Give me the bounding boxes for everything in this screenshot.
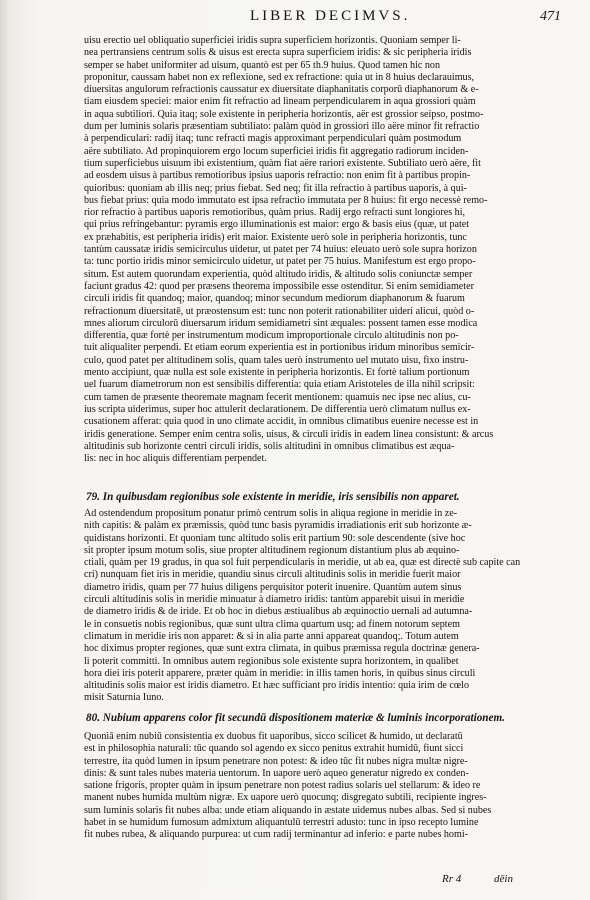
text-line: li poterit committi. In omnibus autem regionibus sole existente supra horizontem, in qualibet [84, 655, 459, 667]
text-line: semper se habet uniformiter ad uisum, quantò est per 65 th.9 huius. Quod tamen hic non [84, 59, 441, 71]
text-line: ctiali, quàm per 19 gradus, in qua sol fuit perpendicularis in meridie, ut ab ea, quæ est directè sub capite can [84, 557, 520, 569]
text-line: hora diei iris poterit apparere, præter quàm in meridie: in illis tamen horis, in quibus sinus circuli [84, 667, 476, 679]
text-line: altitudinis solis maior est iridis diametro. Et hæc sufficiant pro iridis intentio: quia irim de cœlo [84, 680, 470, 692]
text-line: diametro iridis, quam per 77 huius diligens perquisitor poterit inuenire. Quantùm autem sinus [84, 581, 462, 593]
text-line: circuli iridis fit quandoq; maior, quandoq; minor secundum mediorum diaphanorum & fuarum [84, 293, 465, 305]
text-line: Ad ostendendum propositum ponatur primò centrum solis in aliqua regione in meridie in ze- [84, 508, 458, 519]
text-line: cum tamen de præsente theoremate magnam fecerit mentionem: quamuis nec ipse nec alius, cu- [84, 391, 471, 403]
text-line: uel fuarum diametrorum non est sensibilis differentia: quia etiam Aristoteles de illa nihil scripsit: [84, 379, 475, 391]
signature-mark: Rr 4 [442, 873, 462, 885]
text-line: climatum in meridie iris non apparet: & si in alia parte anni appareat quandoq;. Totum autem [84, 630, 459, 642]
text-line: tium superficiebus uisuum ibi existentium, quàm fiat aëre rariori existente. Subtiliato uerò aëre, fit [84, 157, 481, 169]
text-line: culo, quod patet per altitudinem solis, quam tales uerò instrumento uel mutato uisu, fixo instru- [84, 354, 469, 366]
text-line: lis: nec in hoc aliquis differentiam perpendet. [84, 453, 267, 465]
text-block-continuation [84, 35, 520, 465]
text-line: à perpendiculari: radij itaq; tunc refracti magis approximant perpendiculari quàm postmodum [84, 133, 462, 145]
text-line: dum per luminis solaris præsentiam subtiliato: palàm quòd in grossiori illo aëre minor fit refractio [84, 121, 480, 133]
proposition-79-heading: 79. In quibusdam regionibus sole existente in meridie, iris sensibilis non apparet. [86, 491, 460, 503]
text-line: cri) nunquam fiet iris in meridie, quandiu sinus circuli altitudinis solis in meridie fuerit maior [84, 569, 461, 581]
text-line: quioribus: quoniam ab illis neq; prius fiebat. Sed neq; fit illa refractio à partibus uaporis, à qui- [84, 182, 467, 194]
text-line: tantùm caussatæ iridis semicirculus uidetur, ut patet per 74 huius: eleuato uerò sole supra horizon [84, 244, 477, 256]
text-block-proposition-79 [84, 508, 520, 705]
text-line: differentia, quæ fortè per instrumentum modicum improportionale circulo altitudinis non po- [84, 330, 459, 342]
text-line: hoc diximus propter regiones, quæ sunt extra climata, in quibus præmissa regula doctrinæ genera- [84, 643, 480, 655]
text-line: ta: tunc portio iridis minor semicirculo uidetur, ut patet per 75 huius. Manifestum est ergo propo- [84, 256, 476, 268]
text-line: dinis: & sunt tales nubes materia uentorum. In uapore uerò aqueo generatur nigredo ex conden- [84, 767, 469, 779]
text-line: Quoniā enim nubiū consistentia ex duobus fit uaporibus, sicco scilicet & humido, ut declaratū [84, 731, 463, 742]
text-line: aëre subtiliato. Ad propinquiorem ergo locum superficiei iridis fit aggregatio radiorum inciden- [84, 145, 469, 157]
text-line: situm. Est autem quorundam experientia, quòd altitudo iridis, & altitudo solis coniunctæ semper [84, 268, 473, 280]
text-line: fit nubes rubea, & aliquando purpurea: ut cum radij terminantur ad inferio: e parte nubes homi- [84, 829, 469, 841]
text-line: est in philosophia naturali: tūc quando sol agendo ex sicco penitus extrahit humidū, fiunt sicci [84, 743, 464, 755]
text-line: refractionum diuersitatē, ut præostensum est: tunc non poterit rationabiliter uideri alicui, quòd o- [84, 305, 475, 317]
running-title: LIBER DECIMVS. [250, 8, 411, 24]
text-line: le in consuetis nobis regionibus, quæ sunt ultra clima quartum usq; ad finem notorum septem [84, 618, 460, 630]
text-line: rior refractio à partibus uaporis remotioribus, quàm prius. Radij ergo refracti sunt longiores hi, [84, 207, 466, 219]
text-line: habet in se humidum fumosum admixtum aliquantulū terrestri adusto: tunc in ipso recepto lumine [84, 817, 479, 829]
text-line: nith capitis: & palàm ex præmissis, quòd tunc basis pyramidis irradiationis erit sub horizonte æ- [84, 520, 472, 532]
text-line: proponitur, caussam habet non ex reflexione, sed ex refractione: quia ut in 8 huius declarauimus, [84, 71, 475, 83]
text-line: de diametro iridis & de iride. Et ob hoc in diebus æstiualibus ab æquinoctio uernali ad autumna- [84, 606, 473, 618]
text-line: faciunt gradus 42: quod per præsens theorema impossibile esse ostenditur. Si enim semidiameter [84, 280, 474, 292]
text-line: misit Saturnia Iuno. [84, 692, 164, 704]
text-line: ius scripta uiderimus, super hoc attulerit declarationem. De differentia uerò climatum nullus ex- [84, 403, 471, 415]
text-line: satione frigoris, propter quàm in ipsum penetrare non potest radius solaris uel stellarum: & ideo re [84, 780, 481, 792]
text-line: sum luminis solaris fit nubes alba: unde etiam aliquando in æstate uidemus nubes albas. Sed si nubes [84, 804, 492, 816]
text-line: mnes aliorum circulorū diuersarum iridum semidiametri sint æquales: possent tamen esse modica [84, 317, 478, 329]
catchword: dēin [494, 873, 513, 885]
text-line: cusationem afferat: quia quod in uno climate accidit, in omnibus climatibus euenire necesse est in [84, 416, 479, 428]
page-number: 471 [540, 9, 561, 24]
text-line: ex præhabitis, est peripheria iridis) erit maior. Existente uerò sole in peripheria horizontis, tunc [84, 231, 467, 243]
text-line: manent nubes humida multùm nigræ. Ex uapore uerò quocunq; disgregato subtili, recipiente ingres- [84, 792, 487, 804]
text-line: ad eosdem uisus à partibus remotioribus ipsius uaporis refractio: non enim fit à partibus propin- [84, 170, 471, 182]
text-line: mento accipiunt, quæ nulla est sole existente in peripheria horizontis. Et fortè talium portionum [84, 367, 470, 379]
text-line: qui prius refringebantur: pyramis ergo illuminationis est maior: ergo & basis eius (quæ, ut patet [84, 219, 470, 231]
text-line: terrestre, ita quòd lumen in ipsum penetrare non potest: & ideo tūc fit nubes nigra multæ nigre- [84, 755, 468, 767]
text-line: iridis generatione. Semper enim centra solis, uisus, & circuli iridis in eadem linea consistunt: & arcus [84, 428, 494, 440]
text-line: nea pertransiens centrum solis & uisus est erecta supra superficiem iridis: & sic peripheria iridis [84, 47, 472, 59]
text-line: uisu erectio uel obliquatio superficiei iridis supra superficiem horizontis. Quoniam semper li- [84, 35, 461, 46]
text-line: tuit aliqualiter perpendi. Et etiam eorum experientia est in portionibus iridum minoribus semicir- [84, 342, 475, 354]
text-line: quidistans horizonti. Et quoniam tunc altitudo solis erit partium 90: sole descendente (sive hoc [84, 532, 466, 544]
text-line: tiam eiusdem speciei: maior enim fit refractio ad lineam perpendicularem in aqua grossiori quàm [84, 96, 476, 108]
text-block-proposition-80 [84, 731, 520, 842]
text-line: in aqua subtiliori. Quia itaq; sole existente in peripheria horizontis, aër est grossior seipso, postmo- [84, 108, 484, 120]
text-line: altitudinis sub horizonte centri circuli iridis, solis altitudini in omnibus climatibus est æqua- [84, 440, 455, 452]
text-line: sit propter ipsum motum solis, siue propter altitudinem regionum distantium plus ab æquino- [84, 544, 460, 556]
text-line: diuersitas angulorum refractionis caussatur ex diuersitate diaphanitatis corporū diaphanorum & e- [84, 84, 479, 96]
text-line: bus fiebat prius: quia modo immutato est ipsa refractio immutata per 8 huius: fit ergo necessè remo- [84, 194, 488, 206]
proposition-80-heading: 80. Nubium apparens color fit secundū dispositionem materiæ & luminis incorporationem. [86, 712, 505, 724]
text-line: circuli altitudinis solis in meridie minuatur à diametro iridis: tantùm apparebit uisui in meridie [84, 594, 465, 606]
